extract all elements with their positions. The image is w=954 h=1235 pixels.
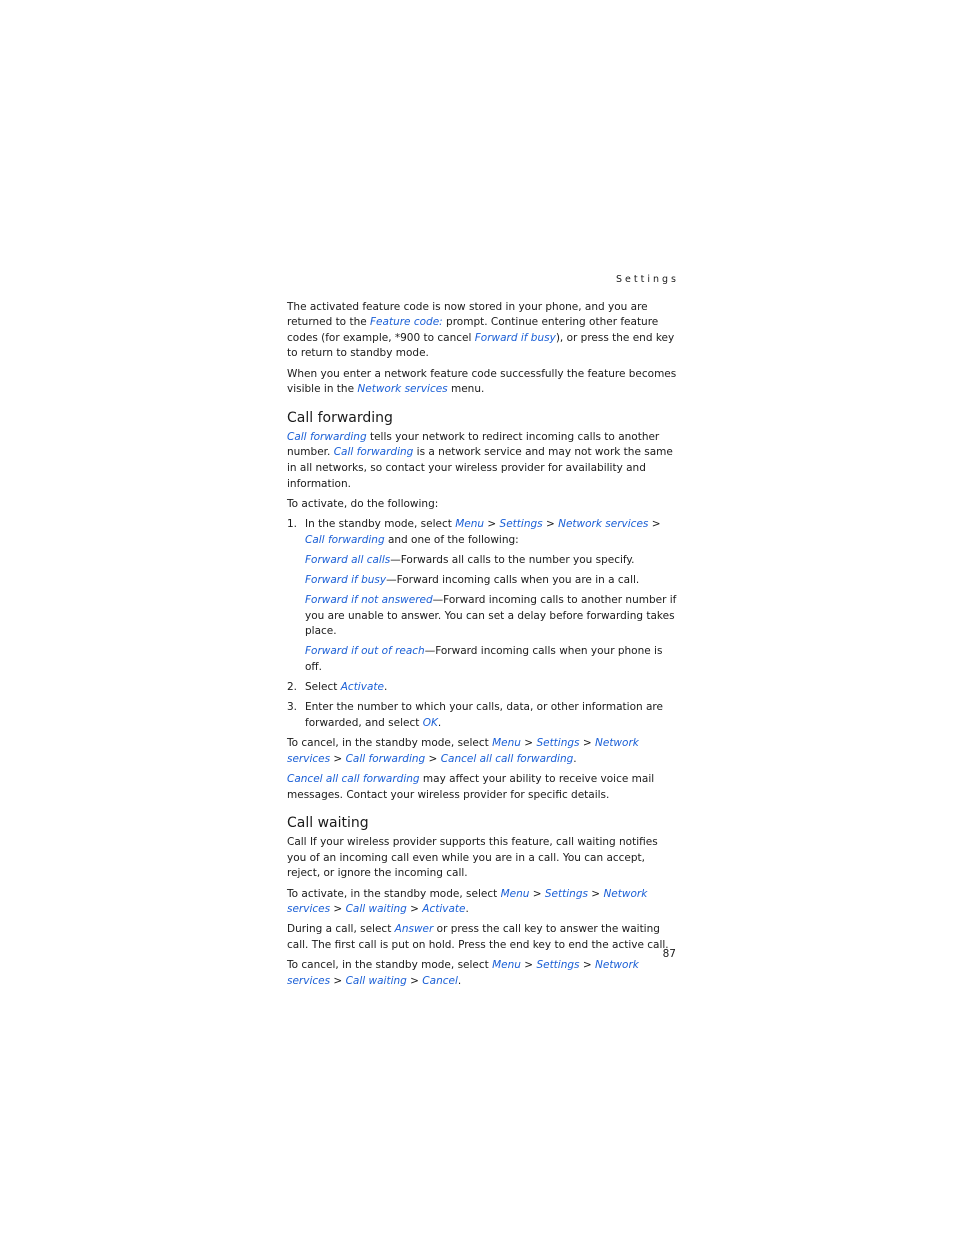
option-forward-if-out-of-reach: Forward if out of reach—Forward incoming calls when your phone is off. bbox=[305, 645, 663, 674]
activation-steps bbox=[287, 517, 677, 732]
step-3: 3. Enter the number to which your calls, data, or other information are forwarded, and select OK. bbox=[287, 701, 663, 729]
running-header: Settings bbox=[616, 274, 679, 285]
during-call-paragraph: During a call, select Answer or press the call key to answer the waiting call. The first call is put on hold. Press the end key to end the active call. bbox=[287, 923, 669, 951]
call-waiting-heading: Call waiting bbox=[287, 815, 369, 832]
cancel-forwarding-paragraph: To cancel, in the standby mode, select Menu > Settings > Network services > Call forwarding > Cancel all call forwarding. bbox=[287, 737, 639, 765]
call-waiting-description: Call If your wireless provider supports this feature, call waiting notifies you of an incoming call even while you are in a call. You can accept, reject, or ignore the incoming call. bbox=[287, 836, 658, 880]
cancel-waiting-paragraph: To cancel, in the standby mode, select Menu > Settings > Network services > Call waiting > Cancel. bbox=[287, 959, 639, 987]
call-forwarding-description: Call forwarding tells your network to redirect incoming calls to another number. Call forwarding is a network service and may not work the same in all networks, so contact your wireless provider for availability and information. bbox=[287, 430, 673, 490]
option-forward-if-busy: Forward if busy—Forward incoming calls when you are in a call. bbox=[305, 573, 640, 586]
option-forward-all-calls: Forward all calls—Forwards all calls to the number you specify. bbox=[305, 553, 635, 566]
step-2: 2. Select Activate. bbox=[287, 681, 388, 694]
feature-code-link: Feature code: bbox=[370, 316, 443, 329]
manual-page bbox=[287, 272, 677, 994]
cancel-forwarding-note: Cancel all call forwarding may affect your ability to receive voice mail messages. Contact your wireless provider for specific details. bbox=[287, 772, 655, 801]
page-number: 87 bbox=[662, 948, 676, 960]
intro-paragraph-1: The activated feature code is now stored in your phone, and you are returned to the Feature code: prompt. Continue entering other feature codes (for example, *900 to cancel Forward if busy), or press the end key to return to standby mode. bbox=[287, 300, 675, 360]
intro-paragraph-2: When you enter a network feature code successfully the feature becomes visible in the Network services menu. bbox=[287, 367, 677, 396]
option-forward-if-not-answered: Forward if not answered—Forward incoming calls to another number if you are unable to answer. You can set a delay before forwarding takes place. bbox=[305, 594, 677, 638]
network-services-link: Network services bbox=[357, 383, 448, 396]
activate-waiting-paragraph: To activate, in the standby mode, select Menu > Settings > Network services > Call waiting > Activate. bbox=[287, 887, 648, 916]
forward-if-busy-link: Forward if busy bbox=[474, 331, 556, 344]
call-forwarding-heading: Call forwarding bbox=[287, 409, 393, 426]
activate-intro: To activate, do the following: bbox=[287, 497, 439, 510]
step-1: 1. In the standby mode, select Menu > Settings > Network services > Call forwarding and one of the following: Forward all calls—Forwards all calls to the number you specify. Forward if busy—Forward incoming calls when you are in a call. Forward if not answered—Forward incoming calls to another number if you are unable to answer. You can set a delay before forwarding takes place. Forward if out of reach—Forward incoming calls when your phone is off. bbox=[287, 517, 677, 676]
